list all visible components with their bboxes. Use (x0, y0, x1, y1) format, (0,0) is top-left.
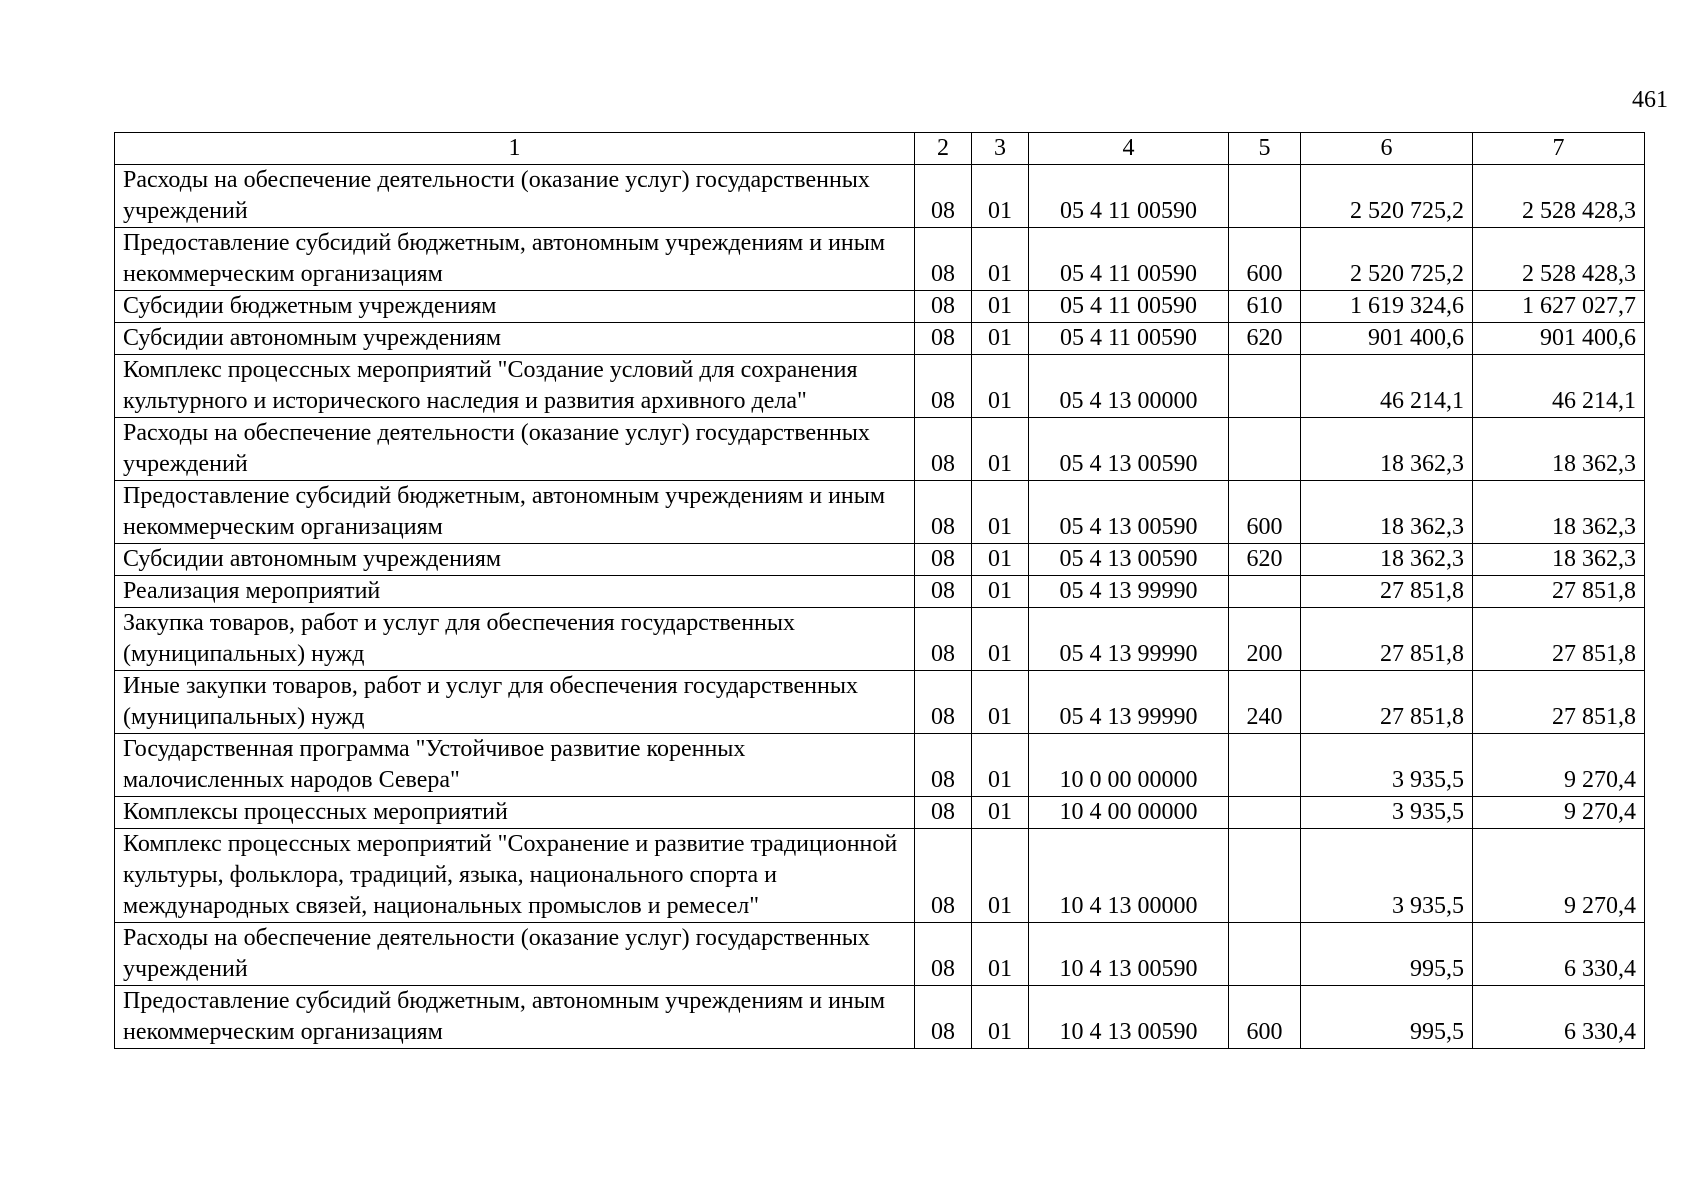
amount-year-2-cell: 901 400,6 (1473, 323, 1645, 355)
expenditure-name-cell: Субсидии бюджетным учреждениям (115, 291, 915, 323)
header-cell-name: 1 (115, 133, 915, 165)
target-article-code-cell: 05 4 13 00590 (1029, 544, 1229, 576)
expenditure-name-cell: Расходы на обеспечение деятельности (оказание услуг) государственных учреждений (115, 165, 915, 228)
expense-type-code-cell: 600 (1229, 228, 1301, 291)
table-row (115, 829, 1645, 923)
amount-year-2-cell: 27 851,8 (1473, 671, 1645, 734)
amount-year-2-cell: 9 270,4 (1473, 829, 1645, 923)
section-code-cell: 08 (915, 228, 972, 291)
target-article-code-cell: 05 4 11 00590 (1029, 323, 1229, 355)
section-code-cell: 08 (915, 323, 972, 355)
expenditure-name-cell: Предоставление субсидий бюджетным, автономным учреждениям и иным некоммерческим организациям (115, 228, 915, 291)
amount-year-2-cell: 46 214,1 (1473, 355, 1645, 418)
section-code-cell: 08 (915, 576, 972, 608)
budget-expenditure-table (114, 132, 1645, 1049)
expense-type-code-cell (1229, 797, 1301, 829)
subsection-code-cell: 01 (972, 923, 1029, 986)
section-code-cell: 08 (915, 418, 972, 481)
subsection-code-cell: 01 (972, 829, 1029, 923)
subsection-code-cell: 01 (972, 165, 1029, 228)
amount-year-2-cell: 18 362,3 (1473, 544, 1645, 576)
subsection-code-cell: 01 (972, 671, 1029, 734)
amount-year-1-cell: 46 214,1 (1301, 355, 1473, 418)
target-article-code-cell: 05 4 11 00590 (1029, 228, 1229, 291)
subsection-code-cell: 01 (972, 355, 1029, 418)
target-article-code-cell: 05 4 11 00590 (1029, 291, 1229, 323)
expense-type-code-cell (1229, 734, 1301, 797)
amount-year-2-cell: 27 851,8 (1473, 576, 1645, 608)
amount-year-1-cell: 901 400,6 (1301, 323, 1473, 355)
expense-type-code-cell: 600 (1229, 481, 1301, 544)
target-article-code-cell: 05 4 13 99990 (1029, 671, 1229, 734)
table-row (115, 481, 1645, 544)
subsection-code-cell: 01 (972, 797, 1029, 829)
amount-year-1-cell: 27 851,8 (1301, 608, 1473, 671)
target-article-code-cell: 05 4 13 00590 (1029, 481, 1229, 544)
page-number: 461 (1632, 87, 1668, 113)
section-code-cell: 08 (915, 165, 972, 228)
target-article-code-cell: 10 4 13 00590 (1029, 986, 1229, 1049)
amount-year-1-cell: 18 362,3 (1301, 544, 1473, 576)
table-row (115, 544, 1645, 576)
amount-year-2-cell: 18 362,3 (1473, 418, 1645, 481)
subsection-code-cell: 01 (972, 544, 1029, 576)
subsection-code-cell: 01 (972, 734, 1029, 797)
section-code-cell: 08 (915, 481, 972, 544)
amount-year-2-cell: 2 528 428,3 (1473, 228, 1645, 291)
table-row (115, 228, 1645, 291)
section-code-cell: 08 (915, 671, 972, 734)
expense-type-code-cell (1229, 576, 1301, 608)
amount-year-1-cell: 3 935,5 (1301, 797, 1473, 829)
column-number-header-row (115, 133, 1645, 165)
amount-year-2-cell: 2 528 428,3 (1473, 165, 1645, 228)
expenditure-name-cell: Иные закупки товаров, работ и услуг для обеспечения государственных (муниципальных) нужд (115, 671, 915, 734)
header-cell-amount-year-2: 7 (1473, 133, 1645, 165)
subsection-code-cell: 01 (972, 576, 1029, 608)
target-article-code-cell: 05 4 13 99990 (1029, 608, 1229, 671)
amount-year-1-cell: 18 362,3 (1301, 481, 1473, 544)
target-article-code-cell: 05 4 13 00000 (1029, 355, 1229, 418)
expenditure-name-cell: Государственная программа "Устойчивое развитие коренных малочисленных народов Севера" (115, 734, 915, 797)
expenditure-name-cell: Расходы на обеспечение деятельности (оказание услуг) государственных учреждений (115, 418, 915, 481)
subsection-code-cell: 01 (972, 481, 1029, 544)
section-code-cell: 08 (915, 355, 972, 418)
table-row (115, 323, 1645, 355)
target-article-code-cell: 10 4 00 00000 (1029, 797, 1229, 829)
expenditure-name-cell: Субсидии автономным учреждениям (115, 544, 915, 576)
subsection-code-cell: 01 (972, 608, 1029, 671)
amount-year-2-cell: 6 330,4 (1473, 923, 1645, 986)
target-article-code-cell: 05 4 13 99990 (1029, 576, 1229, 608)
amount-year-1-cell: 3 935,5 (1301, 829, 1473, 923)
amount-year-2-cell: 18 362,3 (1473, 481, 1645, 544)
amount-year-1-cell: 995,5 (1301, 986, 1473, 1049)
table-row (115, 165, 1645, 228)
section-code-cell: 08 (915, 608, 972, 671)
subsection-code-cell: 01 (972, 228, 1029, 291)
table-row (115, 608, 1645, 671)
target-article-code-cell: 10 4 13 00590 (1029, 923, 1229, 986)
expense-type-code-cell: 620 (1229, 323, 1301, 355)
section-code-cell: 08 (915, 734, 972, 797)
subsection-code-cell: 01 (972, 291, 1029, 323)
amount-year-1-cell: 3 935,5 (1301, 734, 1473, 797)
expense-type-code-cell (1229, 923, 1301, 986)
expense-type-code-cell (1229, 829, 1301, 923)
amount-year-1-cell: 27 851,8 (1301, 576, 1473, 608)
section-code-cell: 08 (915, 923, 972, 986)
section-code-cell: 08 (915, 544, 972, 576)
expense-type-code-cell: 610 (1229, 291, 1301, 323)
header-cell-target-article: 4 (1029, 133, 1229, 165)
header-cell-subsection: 3 (972, 133, 1029, 165)
expenditure-name-cell: Комплекс процессных мероприятий "Создание условий для сохранения культурного и исторического наследия и развития архивного дела" (115, 355, 915, 418)
table-row (115, 671, 1645, 734)
expense-type-code-cell (1229, 355, 1301, 418)
section-code-cell: 08 (915, 829, 972, 923)
expense-type-code-cell (1229, 165, 1301, 228)
table-body (115, 165, 1645, 1049)
amount-year-1-cell: 2 520 725,2 (1301, 228, 1473, 291)
expenditure-name-cell: Расходы на обеспечение деятельности (оказание услуг) государственных учреждений (115, 923, 915, 986)
table-row (115, 576, 1645, 608)
expenditure-name-cell: Закупка товаров, работ и услуг для обеспечения государственных (муниципальных) нужд (115, 608, 915, 671)
expense-type-code-cell: 600 (1229, 986, 1301, 1049)
expenditure-name-cell: Комплекс процессных мероприятий "Сохранение и развитие традиционной культуры, фольклора, традиций, языка, национального спорта и международных связей, национальных промыслов и ремесел" (115, 829, 915, 923)
target-article-code-cell: 05 4 11 00590 (1029, 165, 1229, 228)
expenditure-name-cell: Предоставление субсидий бюджетным, автономным учреждениям и иным некоммерческим организациям (115, 481, 915, 544)
table-row (115, 797, 1645, 829)
amount-year-1-cell: 995,5 (1301, 923, 1473, 986)
table-row (115, 986, 1645, 1049)
amount-year-2-cell: 1 627 027,7 (1473, 291, 1645, 323)
table-row (115, 418, 1645, 481)
target-article-code-cell: 10 0 00 00000 (1029, 734, 1229, 797)
target-article-code-cell: 05 4 13 00590 (1029, 418, 1229, 481)
expenditure-name-cell: Комплексы процессных мероприятий (115, 797, 915, 829)
amount-year-2-cell: 9 270,4 (1473, 797, 1645, 829)
header-cell-expense-type: 5 (1229, 133, 1301, 165)
amount-year-2-cell: 6 330,4 (1473, 986, 1645, 1049)
table-row (115, 291, 1645, 323)
expense-type-code-cell: 620 (1229, 544, 1301, 576)
section-code-cell: 08 (915, 986, 972, 1049)
subsection-code-cell: 01 (972, 323, 1029, 355)
amount-year-2-cell: 27 851,8 (1473, 608, 1645, 671)
expense-type-code-cell (1229, 418, 1301, 481)
section-code-cell: 08 (915, 291, 972, 323)
table-row (115, 734, 1645, 797)
subsection-code-cell: 01 (972, 418, 1029, 481)
expenditure-name-cell: Реализация мероприятий (115, 576, 915, 608)
header-cell-amount-year-1: 6 (1301, 133, 1473, 165)
amount-year-2-cell: 9 270,4 (1473, 734, 1645, 797)
section-code-cell: 08 (915, 797, 972, 829)
table-row (115, 355, 1645, 418)
target-article-code-cell: 10 4 13 00000 (1029, 829, 1229, 923)
expenditure-name-cell: Субсидии автономным учреждениям (115, 323, 915, 355)
amount-year-1-cell: 27 851,8 (1301, 671, 1473, 734)
expense-type-code-cell: 200 (1229, 608, 1301, 671)
amount-year-1-cell: 2 520 725,2 (1301, 165, 1473, 228)
subsection-code-cell: 01 (972, 986, 1029, 1049)
table-row (115, 923, 1645, 986)
amount-year-1-cell: 1 619 324,6 (1301, 291, 1473, 323)
expenditure-name-cell: Предоставление субсидий бюджетным, автономным учреждениям и иным некоммерческим организациям (115, 986, 915, 1049)
amount-year-1-cell: 18 362,3 (1301, 418, 1473, 481)
expense-type-code-cell: 240 (1229, 671, 1301, 734)
header-cell-section: 2 (915, 133, 972, 165)
